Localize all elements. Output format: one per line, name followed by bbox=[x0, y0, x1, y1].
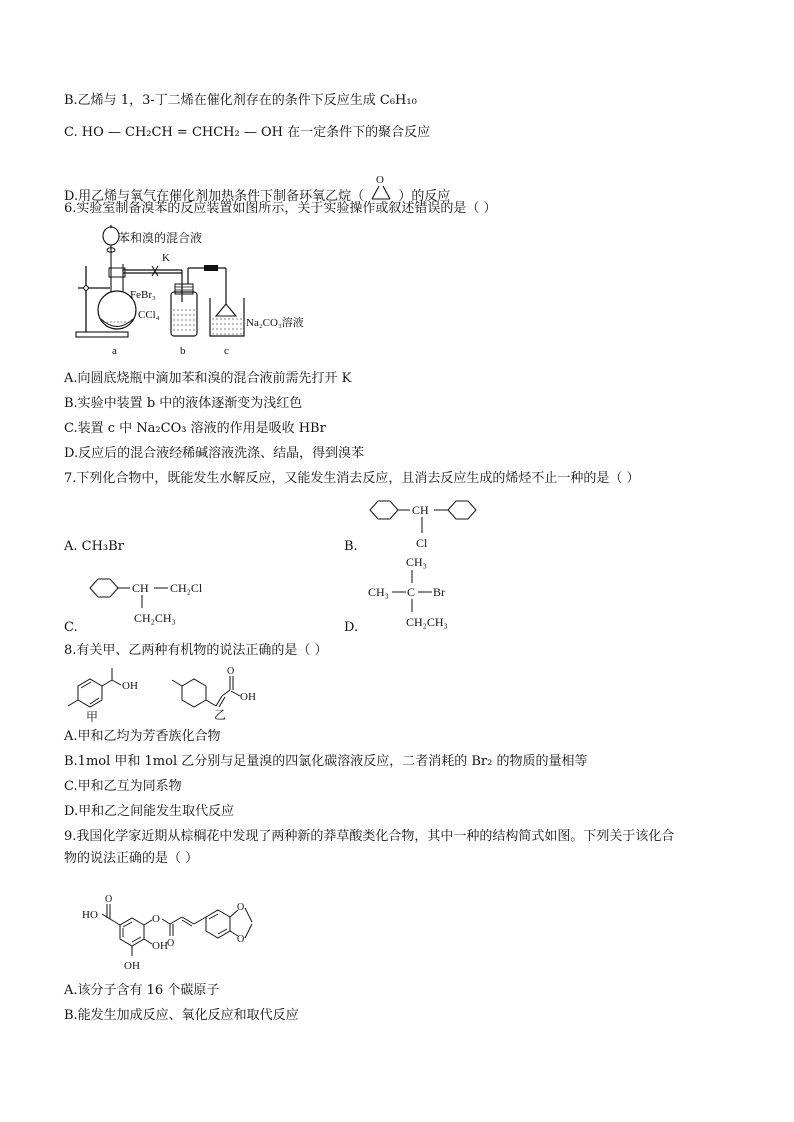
yi-o: O bbox=[227, 666, 235, 677]
q7-c-ch: CH bbox=[132, 581, 149, 595]
label-febr3: FeBr₃ bbox=[130, 289, 156, 301]
q9-stem-line1: 9.我国化学家近期从棕榈花中发现了两种新的莽草酸类化合物，其中一种的结构简式如图。下列关于该化合 bbox=[64, 829, 675, 844]
q9-o-diox-bottom: O bbox=[237, 934, 245, 945]
label-jia: 甲 bbox=[86, 710, 99, 722]
q6-option-c: C.装置 c 中 Na₂CO₃ 溶液的作用是吸收 HBr bbox=[64, 421, 326, 436]
q7-option-b: B. bbox=[344, 539, 358, 554]
bromobenzene-apparatus-diagram bbox=[72, 224, 342, 362]
q5-option-d-suffix: ）的反应 bbox=[398, 189, 451, 204]
compound-yi-structure bbox=[172, 666, 256, 722]
q8-structures bbox=[64, 664, 284, 722]
label-na2co3-solution: Na₂CO₃溶液 bbox=[246, 317, 304, 329]
label-b: b bbox=[180, 345, 186, 357]
q8-option-a: A.甲和乙均为芳香族化合物 bbox=[64, 729, 221, 744]
q6-stem: 6.实验室制备溴苯的反应装置如图所示，关于实验操作或叙述错误的是（ ） bbox=[64, 201, 497, 216]
q9-oh-bottom: OH bbox=[124, 960, 140, 972]
q6-option-a: A.向圆底烧瓶中滴加苯和溴的混合液前需先打开 K bbox=[64, 371, 352, 386]
label-benzene-bromine-mixture: 苯和溴的混合液 bbox=[118, 231, 203, 245]
yi-oh: OH bbox=[240, 691, 256, 703]
label-yi: 乙 bbox=[214, 708, 227, 722]
q7-b-ch: CH bbox=[412, 503, 429, 517]
q9-o-acid: O bbox=[105, 894, 113, 905]
label-c: c bbox=[224, 345, 229, 357]
q6-option-b: B.实验中装置 b 中的液体逐渐变为浅红色 bbox=[64, 396, 303, 411]
epoxide-oxygen: O bbox=[376, 174, 385, 186]
compound-jia-structure bbox=[68, 668, 138, 722]
q9-ho-left: HO bbox=[82, 909, 98, 921]
q7-option-d: D. bbox=[344, 620, 359, 635]
q7-d-ch3-top: CH₃ bbox=[406, 555, 427, 569]
q8-stem: 8.有关甲、乙两种有机物的说法正确的是（ ） bbox=[64, 643, 328, 658]
q7-b-cl: Cl bbox=[416, 536, 428, 550]
q7-c-ch2cl: CH₂Cl bbox=[170, 581, 203, 595]
q7-d-c: C bbox=[407, 585, 416, 599]
q5-option-c: C. HO — CH₂CH = CHCH₂ — OH 在一定条件下的聚合反应 bbox=[64, 125, 431, 140]
jia-oh: OH bbox=[122, 680, 138, 692]
q7-stem: 7.下列化合物中，既能发生水解反应，又能发生消去反应，且消去反应生成的烯烃不止一种的是（ ） bbox=[64, 471, 640, 486]
q9-shikimic-derivative-structure bbox=[80, 876, 290, 974]
label-valve-k: K bbox=[162, 252, 170, 264]
q7-b-structure bbox=[362, 496, 492, 552]
q9-stem-line2: 物的说法正确的是（ ） bbox=[64, 851, 199, 866]
q7-c-structure bbox=[86, 572, 226, 628]
q5-option-d-prefix: D.用乙烯与氧气在催化剂加热条件下制备环氧乙烷（ bbox=[64, 189, 365, 204]
q5-option-b: B.乙烯与 1，3-丁二烯在催化剂存在的条件下反应生成 C₆H₁₀ bbox=[64, 93, 417, 108]
q8-option-c: C.甲和乙互为同系物 bbox=[64, 779, 182, 794]
q9-oh-right: OH bbox=[152, 940, 168, 952]
q7-option-c: C. bbox=[64, 620, 78, 635]
q7-c-ch2ch3: CH₂CH₃ bbox=[134, 611, 176, 625]
q9-o-diox-top: O bbox=[237, 902, 245, 913]
q7-d-structure bbox=[366, 552, 486, 630]
q6-option-d: D.反应后的混合液经稀碱溶液洗涤、结晶，得到溴苯 bbox=[64, 446, 365, 461]
q7-d-ch3-left: CH₃ bbox=[368, 585, 389, 599]
q9-option-a: A.该分子含有 16 个碳原子 bbox=[64, 983, 220, 998]
label-a: a bbox=[112, 345, 117, 357]
q9-option-b: B.能发生加成反应、氧化反应和取代反应 bbox=[64, 1008, 299, 1023]
q8-option-d: D.甲和乙之间能发生取代反应 bbox=[64, 804, 235, 819]
q7-d-ch2ch3: CH₂CH₃ bbox=[406, 615, 448, 629]
q8-option-b: B.1mol 甲和 1mol 乙分别与足量溴的四氯化碳溶液反应，二者消耗的 Br₂ 的物质的量相等 bbox=[64, 754, 588, 769]
q9-o-carbonyl: O bbox=[167, 938, 175, 949]
q7-d-br: Br bbox=[433, 585, 445, 599]
label-ccl4: CCl₄ bbox=[138, 309, 160, 321]
q9-o-ester: O bbox=[152, 913, 160, 925]
q7-option-a: A. CH₃Br bbox=[64, 539, 124, 554]
